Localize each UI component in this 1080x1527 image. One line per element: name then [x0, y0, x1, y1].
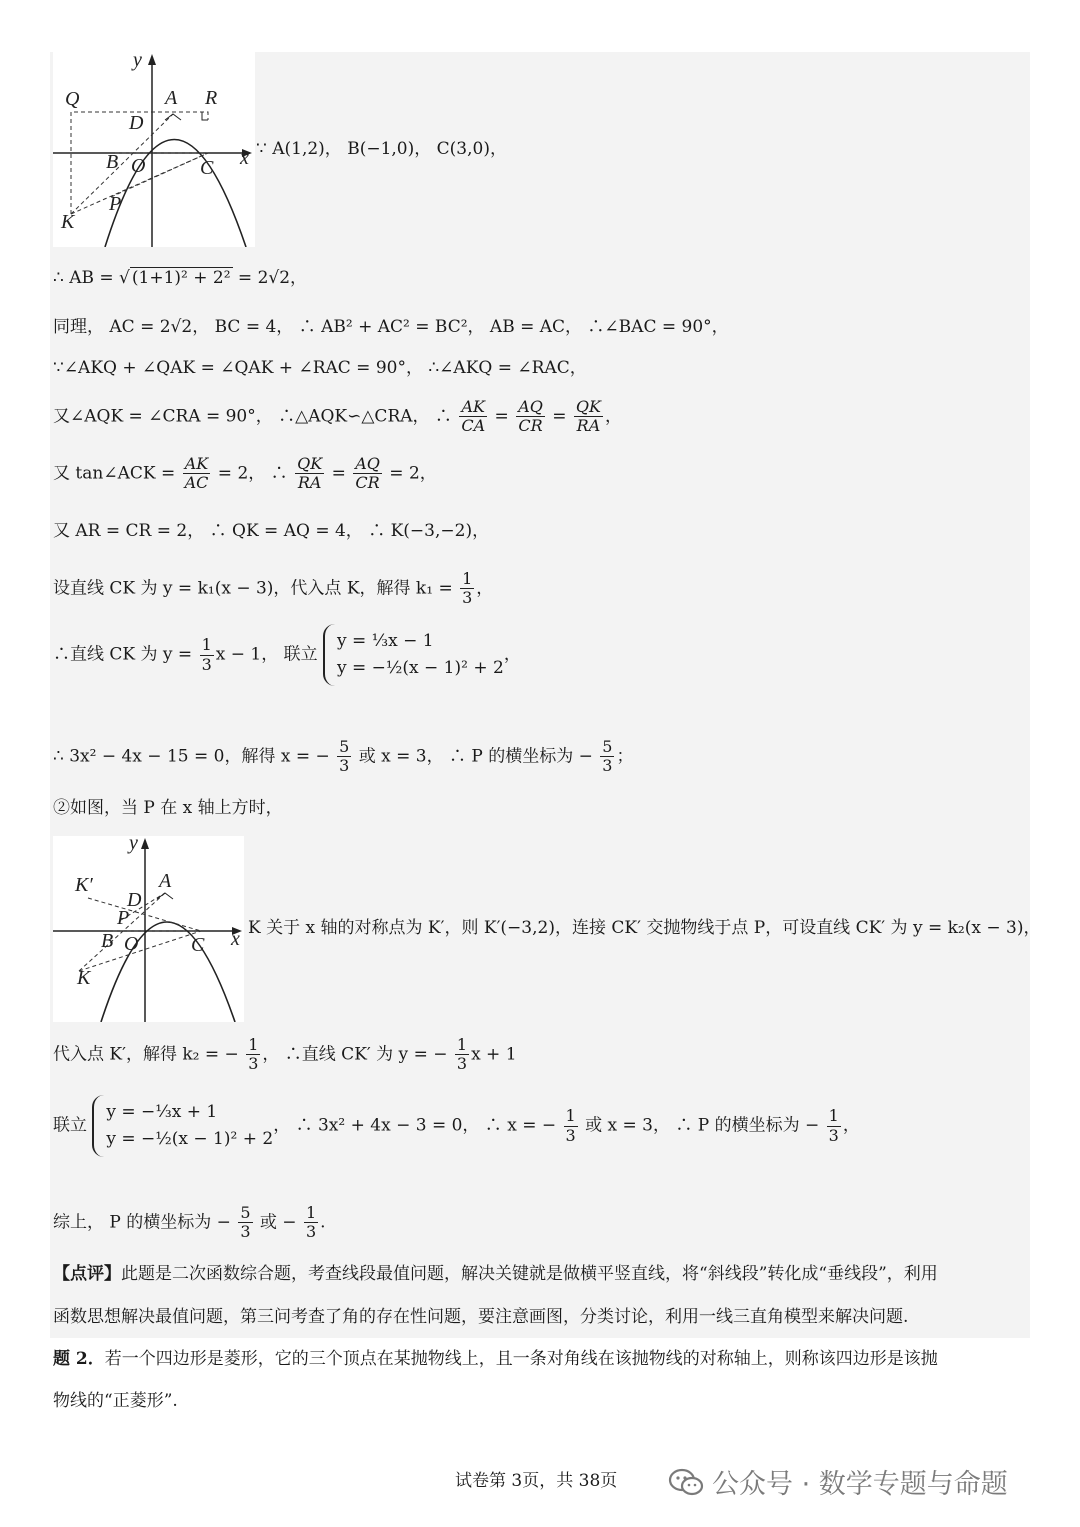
- figure-1-parabola: [53, 52, 255, 247]
- fig1-label: P: [109, 193, 122, 215]
- fraction: $\frac{1}{3}$: [305, 1203, 317, 1242]
- fig2-label: K′: [75, 874, 93, 896]
- figure-2-parabola: [53, 836, 244, 1022]
- fraction: $\frac{AK}{CA}$: [461, 397, 486, 436]
- comment-tag: 【点评】: [53, 1264, 121, 1284]
- fig1-label: R: [205, 87, 218, 109]
- fraction: $\frac{1}{3}$: [462, 569, 473, 608]
- sqrt-radicand: (1+1)² + 2²: [131, 268, 231, 288]
- fig1-label: x: [240, 147, 249, 169]
- watermark-text: 公众号 · 数学专题与命题: [712, 1469, 1008, 1500]
- fig1-label: A: [165, 87, 178, 109]
- line-coordinates: ∵ A(1,2)， B(−1,0)， C(3,0)，: [256, 139, 507, 159]
- fig2-label: B: [101, 930, 114, 952]
- fraction: $\frac{QK}{RA}$: [297, 454, 323, 493]
- line-ab-length: ∴ AB = √ (1+1)² + 2² = 2√2，: [53, 268, 308, 288]
- fig2-label: C: [191, 934, 205, 956]
- figure-1-svg: [53, 52, 255, 247]
- fraction: $\frac{5}{3}$: [240, 1203, 251, 1242]
- fig2-label: P: [117, 907, 130, 929]
- question-tag: 题 2．: [53, 1349, 105, 1369]
- fraction: $\frac{1}{3}$: [828, 1106, 839, 1145]
- fig2-label: O: [124, 933, 139, 955]
- line-point-k: 又 AR = CR = 2， ∴ QK = AQ = 4， ∴ K(−3,−2)，: [53, 521, 490, 541]
- figure-2-svg: [53, 836, 244, 1022]
- fraction: $\frac{1}{3}$: [201, 635, 212, 674]
- watermark: [668, 1462, 1008, 1501]
- fig1-label: D: [129, 112, 144, 134]
- fig2-label: K: [77, 967, 91, 989]
- line-ck-system: ∴直线 CK 为 y = $\frac{1}{3}$ x − 1， 联立 y = ⅓x − 1 y = −½(x − 1)² + 2 ，: [53, 624, 521, 686]
- fraction: $\frac{AK}{AC}$: [184, 454, 209, 493]
- fraction: $\frac{1}{3}$: [456, 1035, 468, 1074]
- fraction: $\frac{QK}{RA}$: [575, 397, 601, 436]
- fig2-label: A: [159, 870, 172, 892]
- fig1-label: C: [200, 157, 214, 179]
- line-case-2: ②如图，当 P 在 x 轴上方时，: [53, 798, 283, 818]
- wechat-icon: [668, 1467, 704, 1497]
- comment-line-2: 函数思想解决最值问题，第三问考查了角的存在性问题，要注意画图，分类讨论，利用一线三直角模型来解决问题.: [53, 1307, 909, 1327]
- question-2-line-2: 物线的“正菱形”.: [53, 1391, 178, 1411]
- line-ck-prime-system: 联立 y = −⅓x + 1 y = −½(x − 1)² + 2 ， ∴ 3x² + 4x − 3 = 0， ∴ x = − $\frac{1}{3}$ 或 x = 3， ∴ P 的横坐标为 − $\frac{1}{3}$ ，: [53, 1095, 860, 1157]
- line-solve-k2: 代入点 K′，解得 k₂ = − $\frac{1}{3}$ ， ∴直线 CK′ 为 y = − $\frac{1}{3}$ x + 1: [53, 1035, 517, 1074]
- fraction: $\frac{1}{3}$: [565, 1106, 576, 1145]
- fig2-label: x: [231, 928, 240, 950]
- equation-system: y = ⅓x − 1 y = −½(x − 1)² + 2: [323, 624, 504, 686]
- fig1-label: Q: [65, 88, 80, 110]
- line-bac-right-angle: 同理， AC = 2√2， BC = 4， ∴ AB² + AC² = BC²， AB = AC， ∴∠BAC = 90°，: [53, 317, 729, 337]
- line-similar-triangles: 又∠AQK = ∠CRA = 90°， ∴△AQK∽△CRA， ∴ $\frac{AK}{CA}$ = $\frac{AQ}{CR}$ = $\frac{QK}{RA}$ ，: [53, 397, 622, 436]
- comment-line-1: 【点评】此题是二次函数综合题，考查线段最值问题，解决关键就是做横平竖直线，将“斜线段”转化成“垂线段”，利用: [53, 1264, 938, 1284]
- fraction: $\frac{AQ}{CR}$: [518, 397, 543, 436]
- fraction: $\frac{5}{3}$: [339, 737, 350, 776]
- fig2-label: y: [129, 836, 138, 854]
- fraction: $\frac{5}{3}$: [602, 737, 613, 776]
- line-set-ck: 设直线 CK 为 y = k₁(x − 3)，代入点 K，解得 k₁ = $\frac{1}{3}$ ，: [53, 569, 494, 608]
- line-solve-x-1: ∴ 3x² − 4x − 15 = 0，解得 x = − $\frac{5}{3}$ 或 x = 3， ∴ P 的横坐标为 − $\frac{5}{3}$ ；: [53, 737, 634, 776]
- fig2-label: D: [127, 889, 142, 911]
- equation-system: y = −⅓x + 1 y = −½(x − 1)² + 2: [92, 1095, 273, 1157]
- page-footer: 试卷第 3页，共 38页: [455, 1471, 618, 1491]
- fig1-label: y: [133, 52, 142, 71]
- fig1-label: K: [61, 211, 75, 233]
- fraction: $\frac{1}{3}$: [248, 1035, 259, 1074]
- fig1-label: O: [131, 155, 146, 177]
- fig1-label: B: [106, 151, 119, 173]
- fraction: $\frac{AQ}{CR}$: [355, 454, 380, 493]
- line-angle-equality: ∵∠AKQ + ∠QAK = ∠QAK + ∠RAC = 90°， ∴∠AKQ = ∠RAC，: [53, 358, 587, 378]
- line-conclusion: 综上， P 的横坐标为 − $\frac{5}{3}$ 或 − $\frac{1}{3}$ .: [53, 1203, 326, 1242]
- line-reflection-k: K 关于 x 轴的对称点为 K′，则 K′(−3,2)，连接 CK′ 交抛物线于点 P，可设直线 CK′ 为 y = k₂(x − 3)，: [248, 918, 1041, 938]
- line-tan-ratio: 又 tan∠ACK = $\frac{AK}{AC}$ = 2， ∴ $\frac{QK}{RA}$ = $\frac{AQ}{CR}$ = 2，: [53, 454, 437, 493]
- question-2-line-1: 题 2．若一个四边形是菱形，它的三个顶点在某抛物线上，且一条对角线在该抛物线的对称轴上，则称该四边形是该抛: [53, 1349, 938, 1369]
